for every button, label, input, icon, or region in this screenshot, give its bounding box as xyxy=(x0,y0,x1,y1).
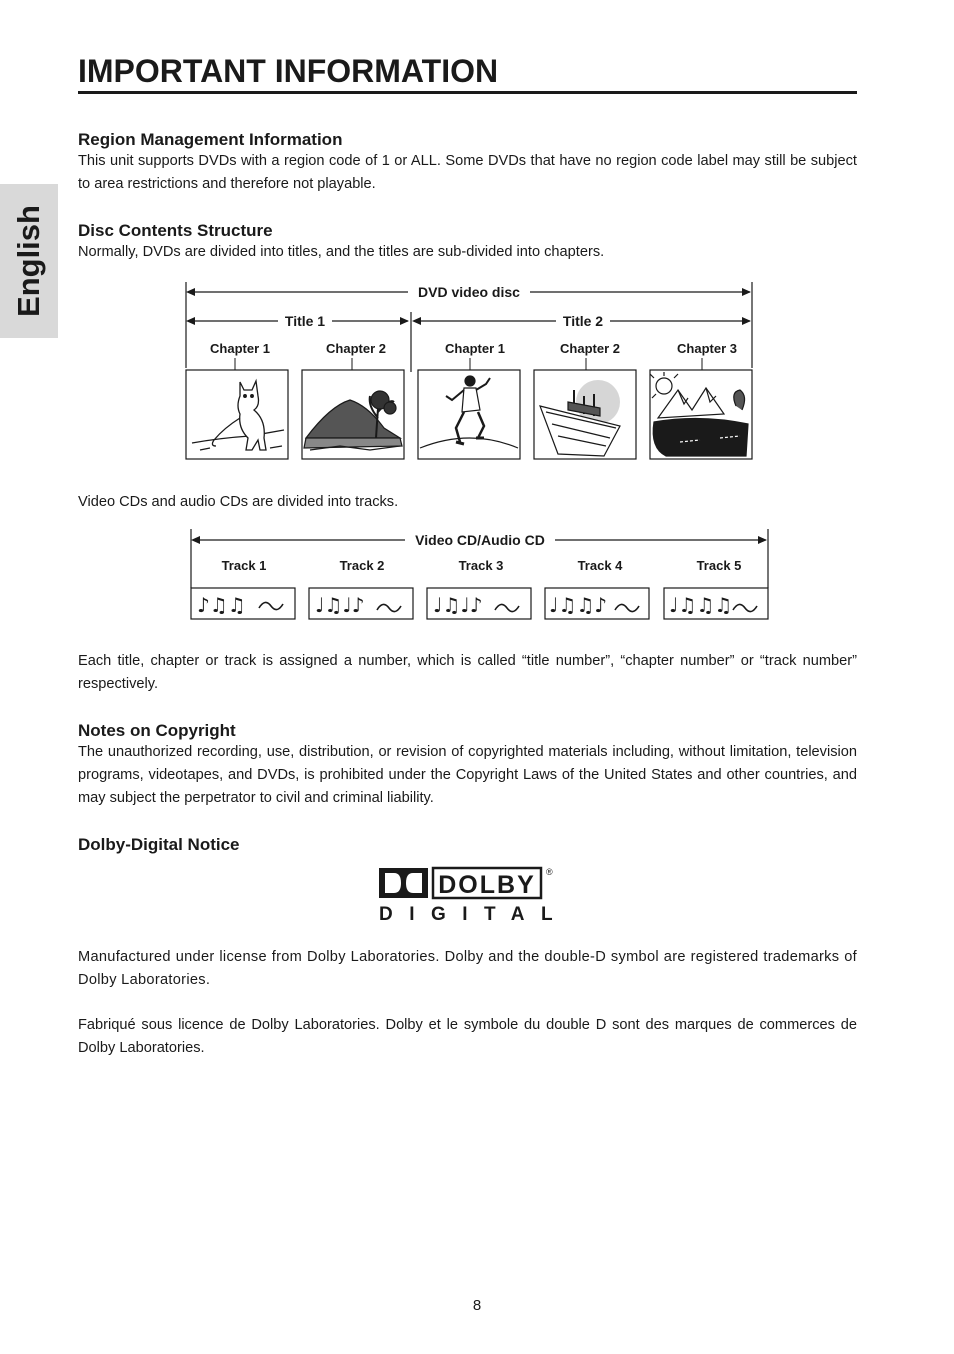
vcd-text: Video CDs and audio CDs are divided into tracks. xyxy=(78,494,399,510)
track-label: Track 2 xyxy=(339,558,385,573)
registered-mark: ® xyxy=(546,867,553,877)
dolby-heading: Dolby-Digital Notice xyxy=(78,835,240,854)
vcd-label: Video CD/Audio CD xyxy=(415,532,545,548)
chapter-label: Chapter 1 xyxy=(210,341,270,356)
dolby-logo-sub: DIGITAL xyxy=(379,904,554,924)
copyright-heading: Notes on Copyright xyxy=(78,721,236,740)
dvd-label: DVD video disc xyxy=(418,284,520,300)
svg-text:♩♫♩♪: ♩♫♩♪ xyxy=(433,593,483,617)
track-label: Track 3 xyxy=(458,558,504,573)
disc-text: Normally, DVDs are divided into titles, and the titles are sub-divided into chapters. xyxy=(78,244,605,260)
title1-label: Title 1 xyxy=(284,313,326,329)
language-tab xyxy=(0,184,58,338)
dvd-structure-diagram xyxy=(180,278,760,464)
chapter-label: Chapter 3 xyxy=(677,341,737,356)
vcd-structure-diagram xyxy=(185,526,777,626)
copyright-text: The unauthorized recording, use, distribution, or revision of copyrighted materials including, without limitation, television programs, videotapes, and DVDs, is prohibited under the Copyright Laws of the United States and other countries, and may subject the perpetrator to civil and criminal liability. xyxy=(78,744,857,806)
track-label: Track 5 xyxy=(696,558,742,573)
page-title: IMPORTANT INFORMATION xyxy=(78,52,857,94)
chapter-label: Chapter 2 xyxy=(560,341,620,356)
svg-text:♩♫♫♪: ♩♫♫♪ xyxy=(549,593,608,617)
page-number: 8 xyxy=(472,1297,482,1314)
chapter-label: Chapter 1 xyxy=(445,341,505,356)
svg-text:♩♫♫♫: ♩♫♫♫ xyxy=(669,593,733,617)
dolby-text-fr: Fabriqué sous licence de Dolby Laboratories. Dolby et le symbole du double D sont des marques de commerces de Dolby Laboratories. xyxy=(78,1017,857,1056)
dolby-digital-logo xyxy=(378,866,554,929)
track-label: Track 1 xyxy=(221,558,267,573)
disc-heading: Disc Contents Structure xyxy=(78,221,273,240)
dolby-logo-word: DOLBY xyxy=(438,871,536,899)
language-tab-label: English xyxy=(11,205,46,317)
region-heading: Region Management Information xyxy=(78,130,343,149)
dolby-text-en: Manufactured under license from Dolby Laboratories. Dolby and the double-D symbol are registered trademarks of Dolby Laboratories. xyxy=(78,949,857,988)
chapter-label: Chapter 2 xyxy=(326,341,386,356)
title2-label: Title 2 xyxy=(562,313,604,329)
svg-text:♪♫♫: ♪♫♫ xyxy=(197,593,246,617)
numbering-text: Each title, chapter or track is assigned a number, which is called “title number”, “chapter number” or “track number” respectively. xyxy=(78,653,857,692)
region-text: This unit supports DVDs with a region code of 1 or ALL. Some DVDs that have no region code label may still be subject to area restrictions and therefore not playable. xyxy=(78,153,857,192)
svg-text:♩♫♩♪: ♩♫♩♪ xyxy=(315,593,365,617)
track-label: Track 4 xyxy=(577,558,623,573)
